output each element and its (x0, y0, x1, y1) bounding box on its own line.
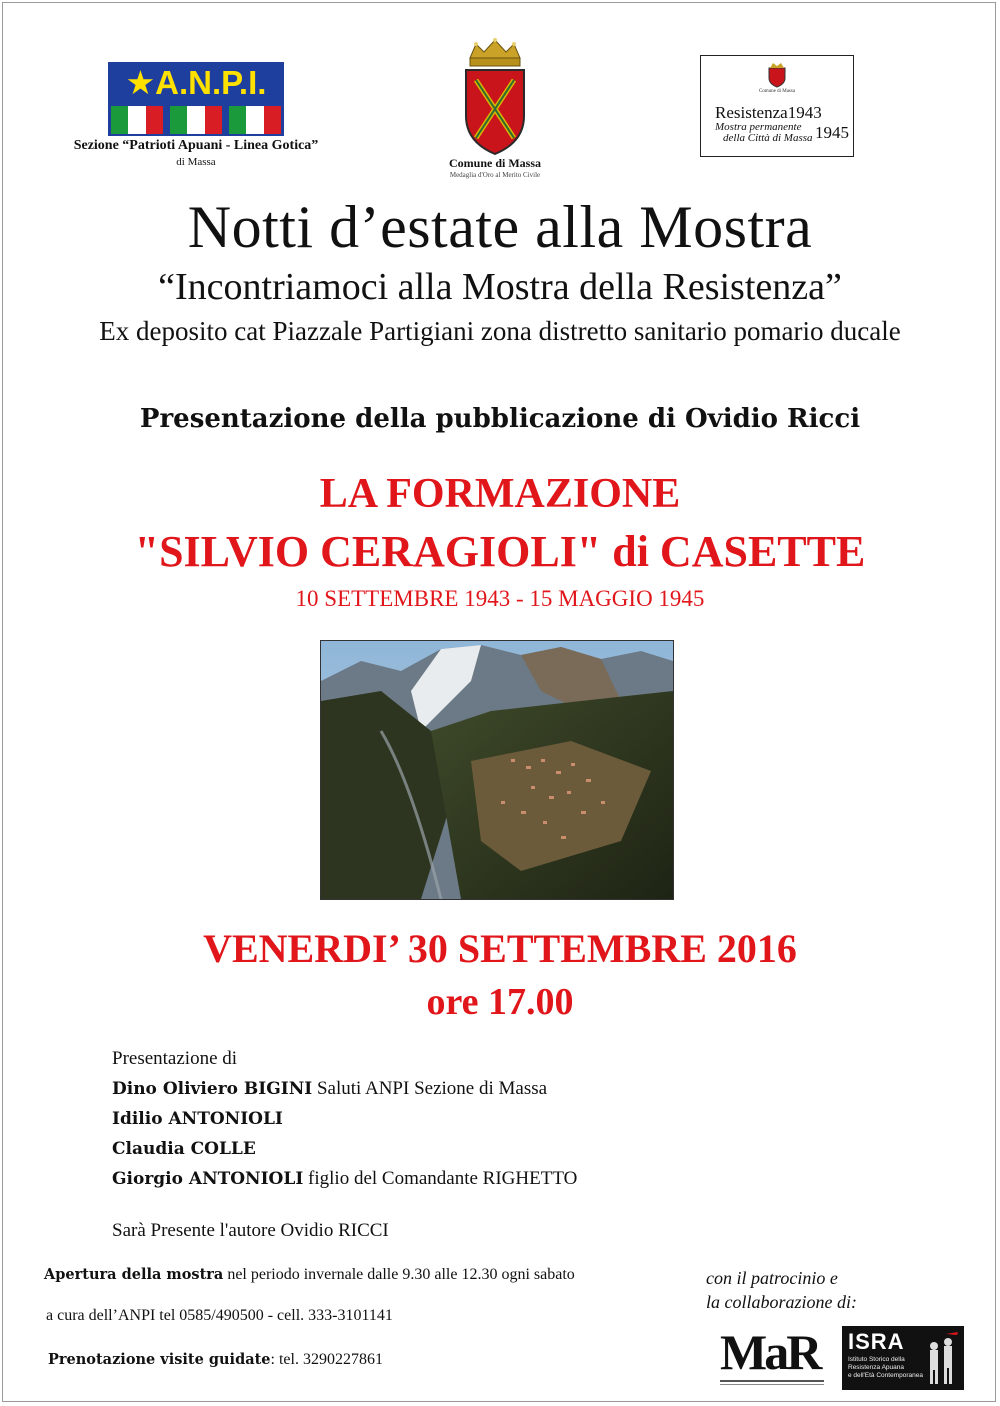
resistenza-logo (700, 55, 854, 157)
page-title: Notti d’estate alla Mostra (187, 194, 813, 260)
speakers-intro: Presentazione di (112, 1048, 238, 1069)
partisans-silhouette-icon (924, 1332, 960, 1386)
book-dates: 10 SETTEMBRE 1943 - 15 MAGGIO 1945 (295, 586, 705, 611)
booking-text: : tel. 3290227861 (270, 1351, 383, 1368)
speaker-row (112, 1074, 577, 1104)
anpi-caption: Sezione “Patrioti Apuani - Linea Gotica” (73, 138, 319, 153)
anpi-logo (108, 62, 284, 136)
venue-address: Ex deposito cat Piazzale Partigiani zona distretto sanitario pomario ducale (99, 316, 901, 346)
patronage-note (706, 1266, 926, 1314)
comune-subname: Medaglia d'Oro al Merito Civile (449, 171, 541, 179)
comune-crest-icon (456, 38, 534, 156)
italian-flag-icon (170, 106, 222, 134)
speaker-name: Idilio ANTONIOLI (112, 1109, 283, 1129)
contact-info: a cura dell’ANPI tel 0585/490500 - cell. 333-3101141 (46, 1307, 393, 1324)
booking-label: Prenotazione visite guidate (48, 1351, 271, 1368)
book-title-line-1: LA FORMAZIONE (319, 471, 681, 517)
resistenza-subtitle-2: della Città di Massa (723, 132, 813, 144)
event-day: VENERDI’ 30 SETTEMBRE 2016 (203, 926, 797, 971)
comune-name: Comune di Massa (448, 156, 541, 170)
mini-crest-icon (766, 62, 788, 88)
event-time: ore 17.00 (426, 981, 574, 1023)
mar-logo (720, 1326, 824, 1388)
booking-info (48, 1351, 383, 1369)
patronage-line-2: la collaborazione di: (706, 1292, 857, 1312)
mar-logo-text: MaR (720, 1324, 820, 1380)
mountain-village-photo (320, 640, 674, 900)
speaker-role: Saluti ANPI Sezione di Massa (316, 1078, 548, 1099)
opening-text: nel periodo invernale dalle 9.30 alle 12.30 ogni sabato (227, 1266, 575, 1283)
anpi-subcaption: di Massa (176, 156, 216, 168)
speaker-row (112, 1164, 577, 1194)
speaker-name: Dino Oliviero BIGINI (112, 1079, 313, 1099)
opening-label: Apertura della mostra (44, 1266, 224, 1283)
page-subtitle: “Incontriamoci alla Mostra della Resistenza” (158, 266, 842, 308)
italian-flag-icon (111, 106, 163, 134)
italian-flag-icon (229, 106, 281, 134)
resistenza-year-end: 1945 (815, 123, 849, 142)
speaker-row (112, 1104, 577, 1134)
presentation-heading: Presentazione della pubblicazione di Ovidio Ricci (139, 404, 861, 434)
speaker-name: Giorgio ANTONIOLI (112, 1169, 304, 1189)
speaker-row (112, 1134, 577, 1164)
resistenza-subtitle-1: Mostra permanente (715, 121, 802, 133)
isra-text: Istituto Storico della Resistenza Apuana e dell'Età Contemporanea (848, 1356, 923, 1379)
author-note: Sarà Presente l'autore Ovidio RICCI (112, 1220, 389, 1241)
speakers-list (112, 1044, 577, 1194)
speaker-role: figlio del Comandante RIGHETTO (308, 1168, 578, 1189)
opening-hours (44, 1266, 575, 1284)
patronage-line-1: con il patrocinio e (706, 1268, 838, 1288)
isra-logo (842, 1326, 964, 1390)
anpi-flags (108, 104, 284, 136)
book-title-line-2: "SILVIO CERAGIOLI" di CASETTE (134, 527, 866, 576)
resistenza-title: Resistenza1943 (715, 103, 822, 122)
anpi-logo-title: ★A.N.P.I. (108, 62, 284, 104)
speaker-name: Claudia COLLE (112, 1139, 256, 1159)
isra-name: ISRA (848, 1329, 905, 1354)
resistenza-mini-caption: Comune di Massa (758, 89, 796, 94)
